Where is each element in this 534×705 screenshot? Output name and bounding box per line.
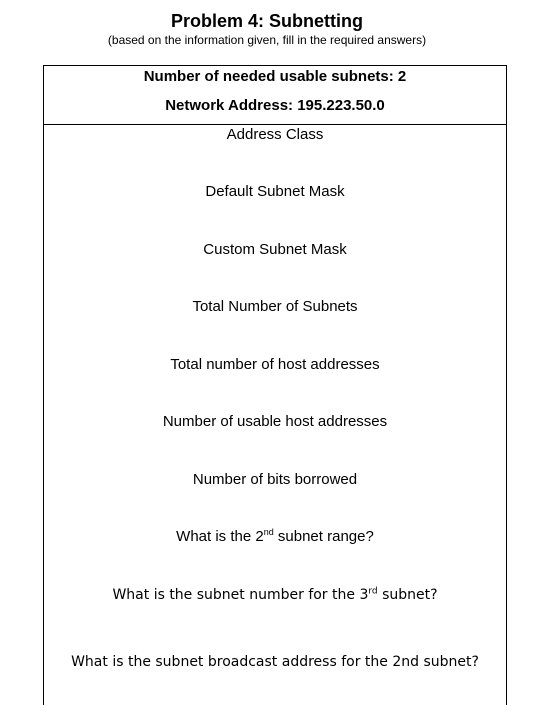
question-bits-borrowed: Number of bits borrowed: [192, 471, 358, 488]
network-address-label: Network Address: 195.223.50.0: [165, 97, 385, 114]
ordinal-suffix: nd: [263, 527, 274, 537]
page-subtitle: (based on the information given, fill in the required answers): [107, 33, 427, 47]
question-default-subnet-mask: Default Subnet Mask: [205, 183, 345, 200]
question-total-host-addresses: Total number of host addresses: [170, 356, 380, 373]
question-text-part: subnet range?: [273, 528, 374, 545]
question-second-subnet-broadcast: What is the subnet broadcast address for the 2nd subnet?: [71, 654, 479, 670]
question-total-subnets: Total Number of Subnets: [192, 298, 358, 315]
question-custom-subnet-mask: Custom Subnet Mask: [203, 241, 347, 258]
problem-table: [43, 65, 507, 705]
question-address-class: Address Class: [226, 126, 324, 143]
needed-subnets-label: Number of needed usable subnets: 2: [143, 68, 407, 85]
question-second-subnet-range: [44, 528, 506, 546]
problem-header: [44, 66, 506, 125]
page-title: Problem 4: Subnetting: [170, 11, 363, 31]
question-usable-host-addresses: Number of usable host addresses: [162, 413, 388, 430]
question-third-subnet-number: [44, 586, 506, 604]
question-text-part: What is the subnet number for the 3: [112, 587, 369, 603]
ordinal-suffix: rd: [368, 586, 378, 597]
question-text-part: What is the 2: [176, 528, 264, 545]
question-text-part: subnet?: [377, 587, 438, 603]
